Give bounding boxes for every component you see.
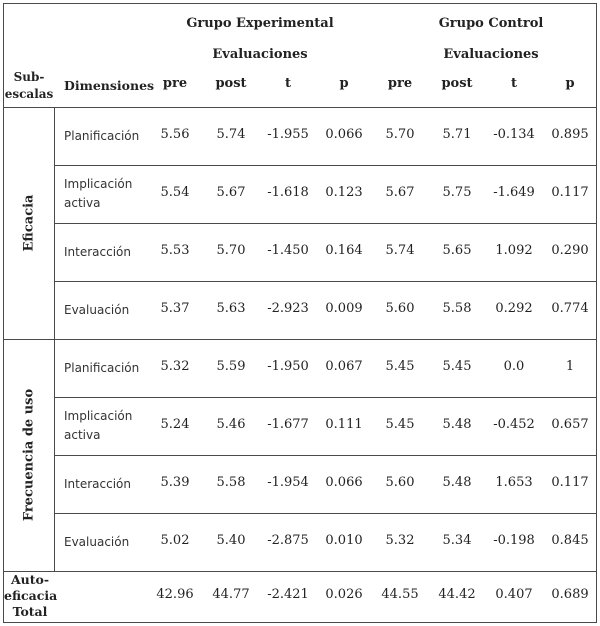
row-divider — [54, 281, 596, 282]
value-cell: 0.066 — [325, 475, 363, 490]
dimension-label: Implicación activa — [64, 177, 133, 210]
value-cell: -1.950 — [267, 359, 309, 374]
value-cell: 5.60 — [385, 301, 415, 316]
value-cell: 5.67 — [216, 185, 246, 200]
value-cell: 0.292 — [495, 301, 533, 316]
value-cell: -1.955 — [267, 127, 309, 142]
value-cell: 0.117 — [551, 185, 589, 200]
group-divider — [4, 571, 596, 572]
row-divider — [54, 513, 596, 514]
value-cell: 5.63 — [216, 301, 246, 316]
value-cell: 5.65 — [442, 243, 472, 258]
value-cell: 0.123 — [325, 185, 363, 200]
value-cell: 5.40 — [216, 533, 246, 548]
value-cell: 5.39 — [160, 475, 190, 490]
column-header-p: p — [565, 76, 575, 91]
total-value-cell: 44.42 — [438, 586, 476, 602]
value-cell: -1.450 — [267, 243, 309, 258]
value-cell: 5.54 — [160, 185, 190, 200]
dimension-label: Planificación — [64, 128, 140, 143]
value-cell: 0.164 — [325, 243, 363, 258]
dimension-label: Implicación activa — [64, 409, 133, 442]
total-value-cell: 42.96 — [156, 586, 194, 602]
total-value-cell: 44.55 — [381, 586, 419, 602]
value-cell: 5.48 — [442, 475, 472, 490]
value-cell: 5.53 — [160, 243, 190, 258]
value-cell: 0.066 — [325, 127, 363, 142]
value-cell: -2.923 — [267, 301, 309, 316]
dimension-label: Evaluación — [64, 534, 130, 549]
column-header-t: t — [284, 76, 291, 91]
value-cell: 5.34 — [442, 533, 472, 548]
subscale-column-divider — [54, 107, 55, 571]
value-cell: 5.32 — [385, 533, 415, 548]
dimensiones-heading: Dimensiones — [64, 78, 155, 93]
value-cell: 5.59 — [216, 359, 246, 374]
value-cell: 5.74 — [216, 127, 246, 142]
column-header-pre: pre — [162, 76, 188, 91]
value-cell: -1.618 — [267, 185, 309, 200]
results-table — [3, 3, 597, 623]
dimension-label: Interacción — [64, 476, 131, 491]
column-header-post: post — [215, 76, 247, 91]
dimension-label: Evaluación — [64, 302, 130, 317]
header-divider — [4, 107, 596, 108]
column-header-post: post — [441, 76, 473, 91]
value-cell: -0.134 — [493, 127, 535, 142]
total-label: Auto- eficacia Total — [4, 571, 58, 619]
value-cell: 5.58 — [442, 301, 472, 316]
value-cell: 5.45 — [442, 359, 472, 374]
row-divider — [54, 455, 596, 456]
value-cell: 0.290 — [551, 243, 589, 258]
value-cell: 5.71 — [442, 127, 472, 142]
value-cell: 0.895 — [551, 127, 589, 142]
value-cell: 5.45 — [385, 417, 415, 432]
value-cell: 5.58 — [216, 475, 246, 490]
value-cell: 0.010 — [325, 533, 363, 548]
value-cell: -1.954 — [267, 475, 309, 490]
total-value-cell: 0.407 — [495, 586, 533, 602]
value-cell: -0.452 — [493, 417, 535, 432]
value-cell: 5.70 — [216, 243, 246, 258]
group-experimental-heading: Grupo Experimental — [186, 16, 334, 31]
value-cell: -1.649 — [493, 185, 535, 200]
dimension-label: Planificación — [64, 360, 140, 375]
value-cell: -0.198 — [493, 533, 535, 548]
row-divider — [54, 223, 596, 224]
value-cell: 5.46 — [216, 417, 246, 432]
value-cell: 5.24 — [160, 417, 190, 432]
value-cell: 5.70 — [385, 127, 415, 142]
group-divider — [4, 339, 596, 340]
value-cell: -1.677 — [267, 417, 309, 432]
subescalas-heading: Sub- escalas — [4, 70, 54, 101]
subscale-label: Eficacia — [21, 194, 37, 252]
value-cell: 0.845 — [551, 533, 589, 548]
value-cell: 5.56 — [160, 127, 190, 142]
value-cell: 0.067 — [325, 359, 363, 374]
value-cell: 0.0 — [503, 359, 525, 374]
total-value-cell: -2.421 — [267, 586, 309, 602]
evaluaciones-exp-heading: Evaluaciones — [212, 47, 308, 62]
column-header-p: p — [339, 76, 349, 91]
value-cell: 1.653 — [495, 475, 533, 490]
value-cell: 5.74 — [385, 243, 415, 258]
value-cell: 5.75 — [442, 185, 472, 200]
value-cell: 1 — [565, 359, 575, 374]
value-cell: 5.37 — [160, 301, 190, 316]
value-cell: -2.875 — [267, 533, 309, 548]
value-cell: 0.117 — [551, 475, 589, 490]
subscale-label: Frecuencia de uso — [21, 388, 37, 522]
value-cell: 5.60 — [385, 475, 415, 490]
value-cell: 5.67 — [385, 185, 415, 200]
group-control-heading: Grupo Control — [438, 16, 544, 31]
dimension-label: Interacción — [64, 244, 131, 259]
value-cell: 5.45 — [385, 359, 415, 374]
value-cell: 5.32 — [160, 359, 190, 374]
column-header-pre: pre — [387, 76, 413, 91]
total-value-cell: 44.77 — [212, 586, 250, 602]
row-divider — [54, 165, 596, 166]
total-value-cell: 0.689 — [551, 586, 589, 602]
value-cell: 0.657 — [551, 417, 589, 432]
value-cell: 0.774 — [551, 301, 589, 316]
value-cell: 5.02 — [160, 533, 190, 548]
value-cell: 5.48 — [442, 417, 472, 432]
column-header-t: t — [510, 76, 517, 91]
total-value-cell: 0.026 — [325, 586, 363, 602]
row-divider — [54, 397, 596, 398]
value-cell: 1.092 — [495, 243, 533, 258]
value-cell: 0.009 — [325, 301, 363, 316]
value-cell: 0.111 — [325, 417, 363, 432]
evaluaciones-ctrl-heading: Evaluaciones — [443, 47, 539, 62]
